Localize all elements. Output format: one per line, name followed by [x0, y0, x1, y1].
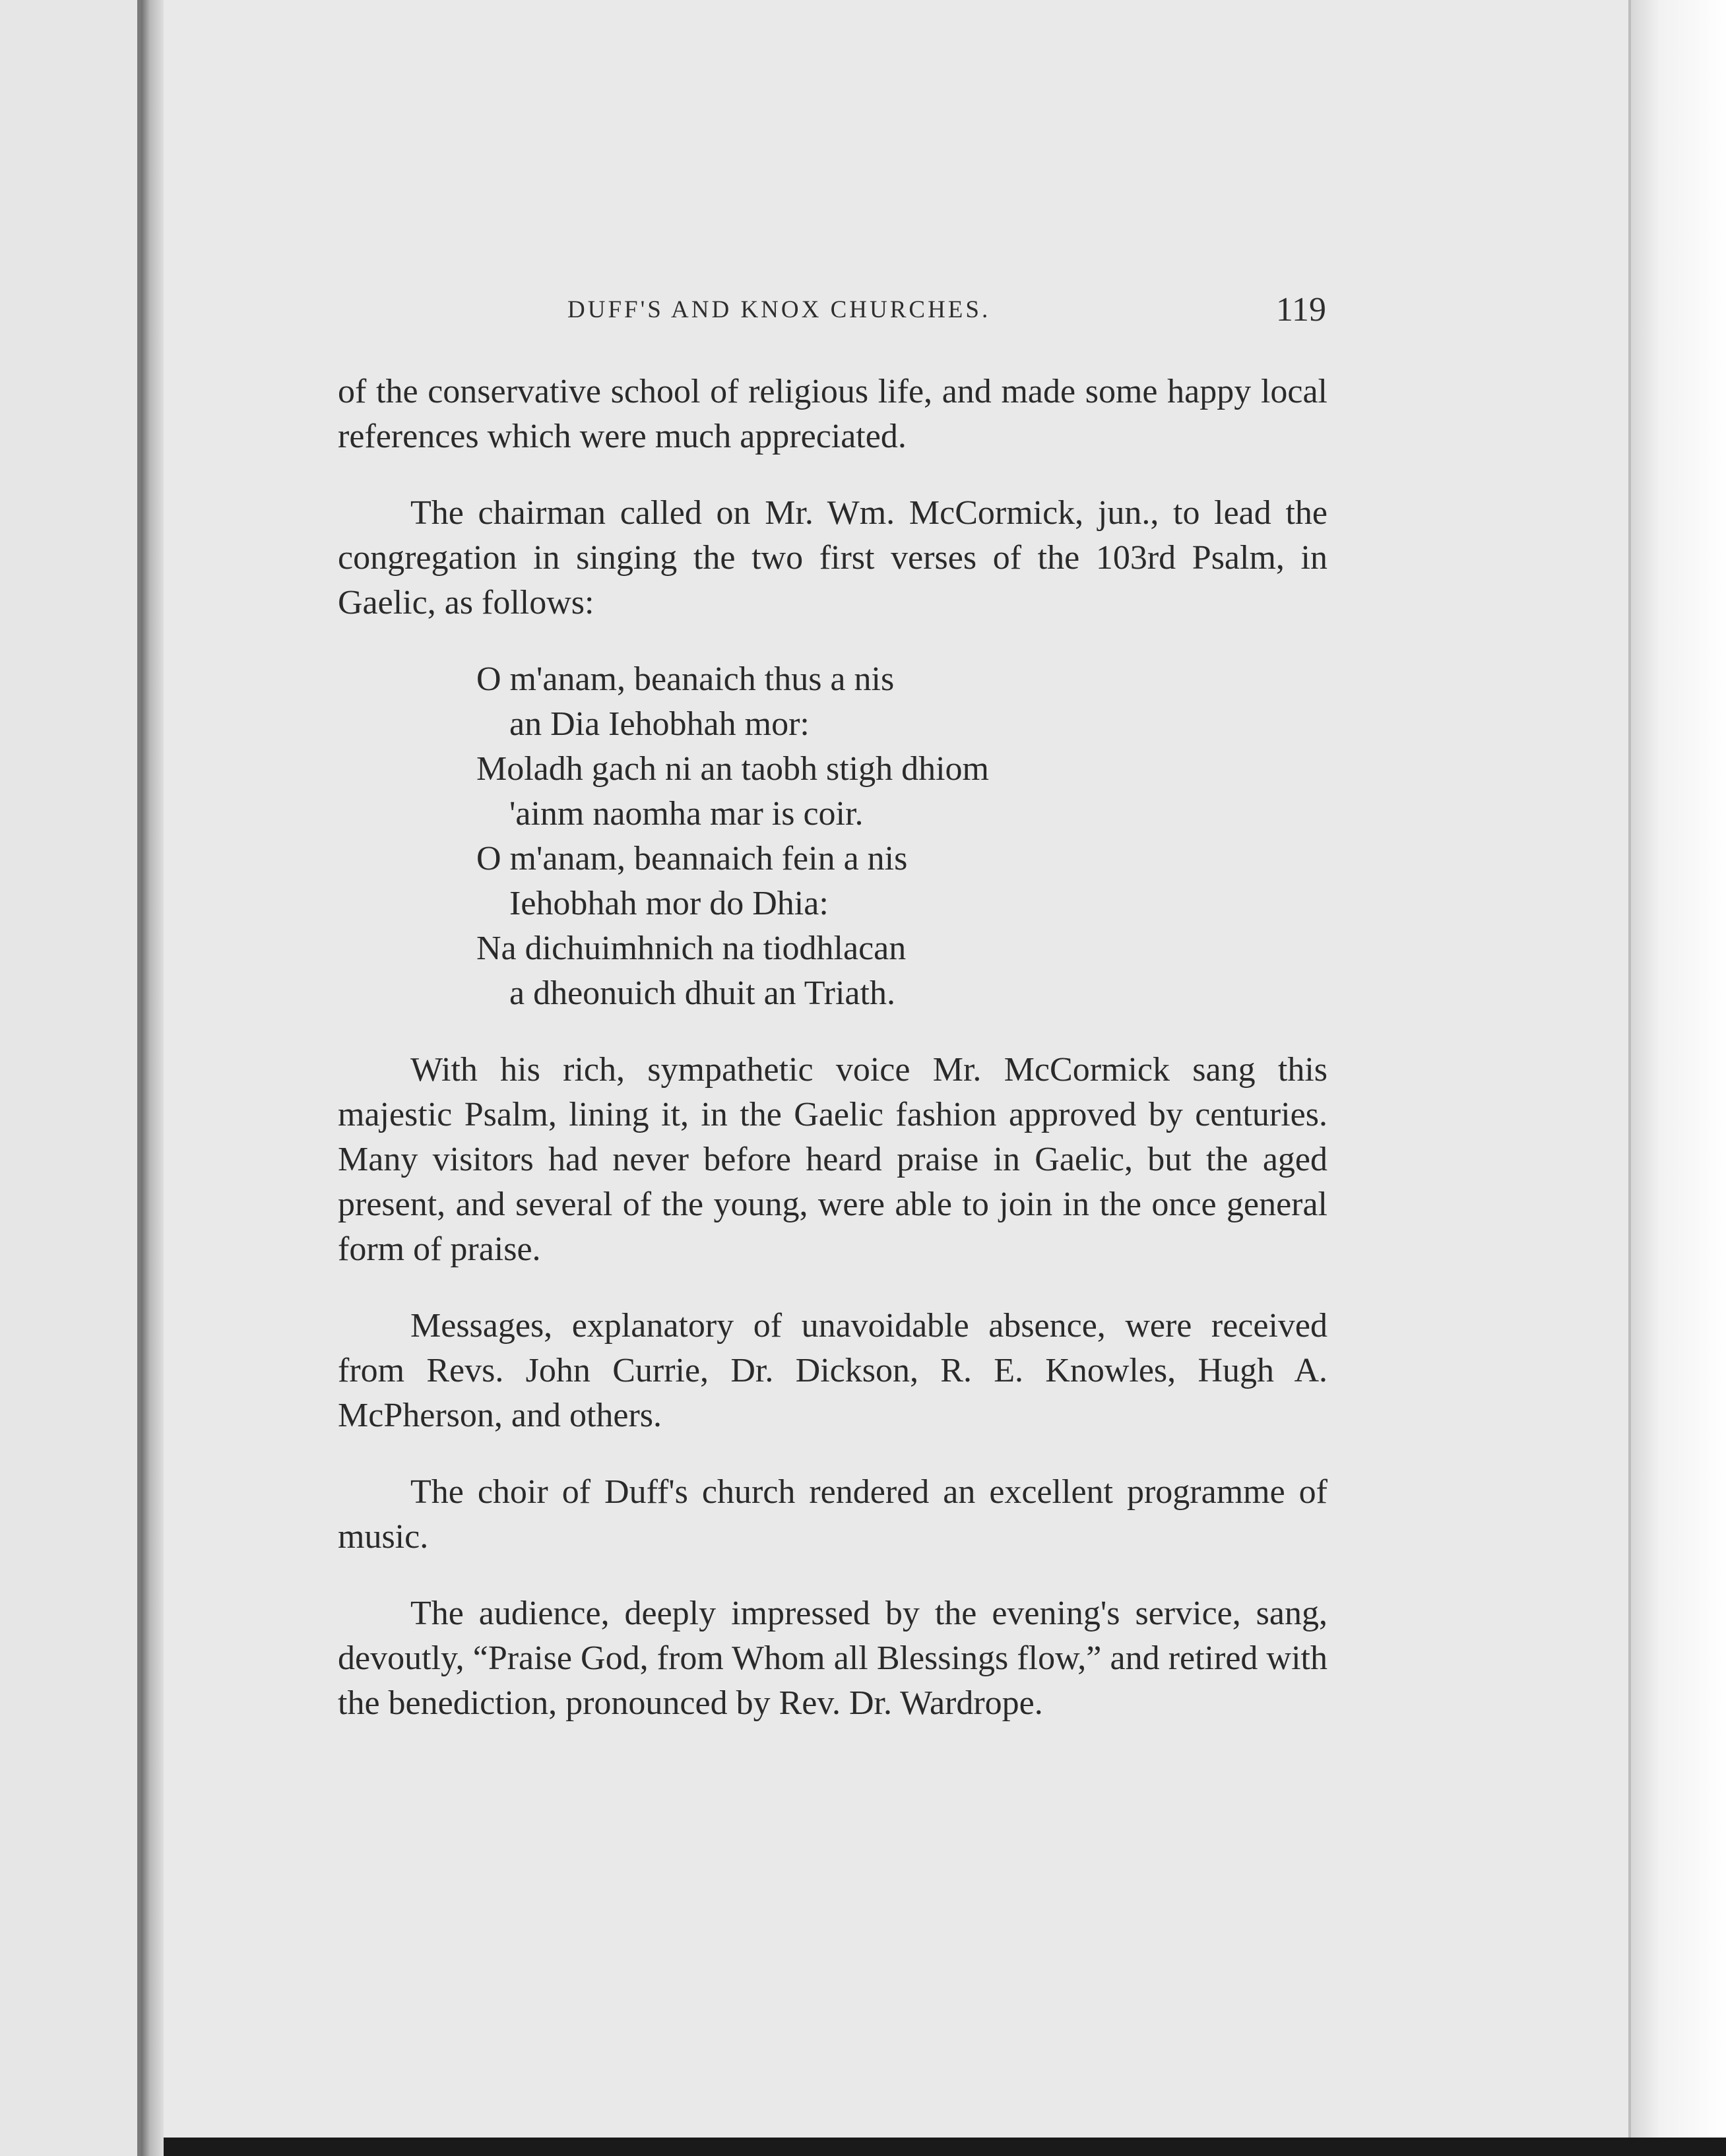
paragraph-audience: The audience, deeply impressed by the evening's service, sang, devoutly, “Praise God, from Whom all Blessings flow,” and retired with the benediction, pronounced by Rev. Dr. Wardrope. — [338, 1595, 1327, 1722]
page-header — [567, 290, 1326, 330]
psalm-line: Na dichuimhnich na tiodhlacan — [476, 930, 907, 967]
psalm-line: a dheonuich dhuit an Triath. — [509, 974, 895, 1012]
psalm-line: O m'anam, beanaich thus a nis — [476, 660, 895, 698]
psalm-line: an Dia Iehobhah mor: — [509, 705, 810, 743]
psalm-line: 'ainm naomha mar is coir. — [509, 795, 864, 833]
facing-page-edge — [0, 0, 141, 2156]
gaelic-psalm-verses — [476, 657, 1327, 1016]
book-gutter — [141, 0, 164, 2156]
paragraph-choir: The choir of Duff's church rendered an excellent programme of music. — [338, 1473, 1327, 1556]
scan-border-bottom — [164, 2138, 1726, 2156]
paragraph-messages: Messages, explanatory of unavoidable absence, were received from Revs. John Currie, Dr. Dickson, R. E. Knowles, Hugh A. McPherson, and others. — [338, 1307, 1327, 1434]
psalm-line: Moladh gach ni an taobh stigh dhiom — [476, 750, 990, 788]
psalm-line: Iehobhah mor do Dhia: — [509, 885, 829, 922]
paragraph-continuation: of the conservative school of religious life, and made some happy local references which were much appreciated. — [338, 373, 1327, 455]
psalm-line: O m'anam, beannaich fein a nis — [476, 840, 908, 877]
paragraph-mccormick: With his rich, sympathetic voice Mr. McCormick sang this majestic Psalm, lining it, in the Gaelic fashion approved by centuries. Many visitors had never before heard praise in Gaelic, but the aged present, and several of the young, were able to join in the once general form of praise. — [338, 1051, 1327, 1268]
page-body — [338, 369, 1327, 1758]
running-head: DUFF'S AND KNOX CHURCHES. — [567, 296, 991, 323]
paragraph-chairman: The chairman called on Mr. Wm. McCormick, jun., to lead the congregation in singing the two first verses of the 103rd Psalm, in Gaelic, as follows: — [338, 494, 1327, 621]
page-number: 119 — [1275, 291, 1326, 329]
page-edge-right — [1628, 0, 1726, 2156]
